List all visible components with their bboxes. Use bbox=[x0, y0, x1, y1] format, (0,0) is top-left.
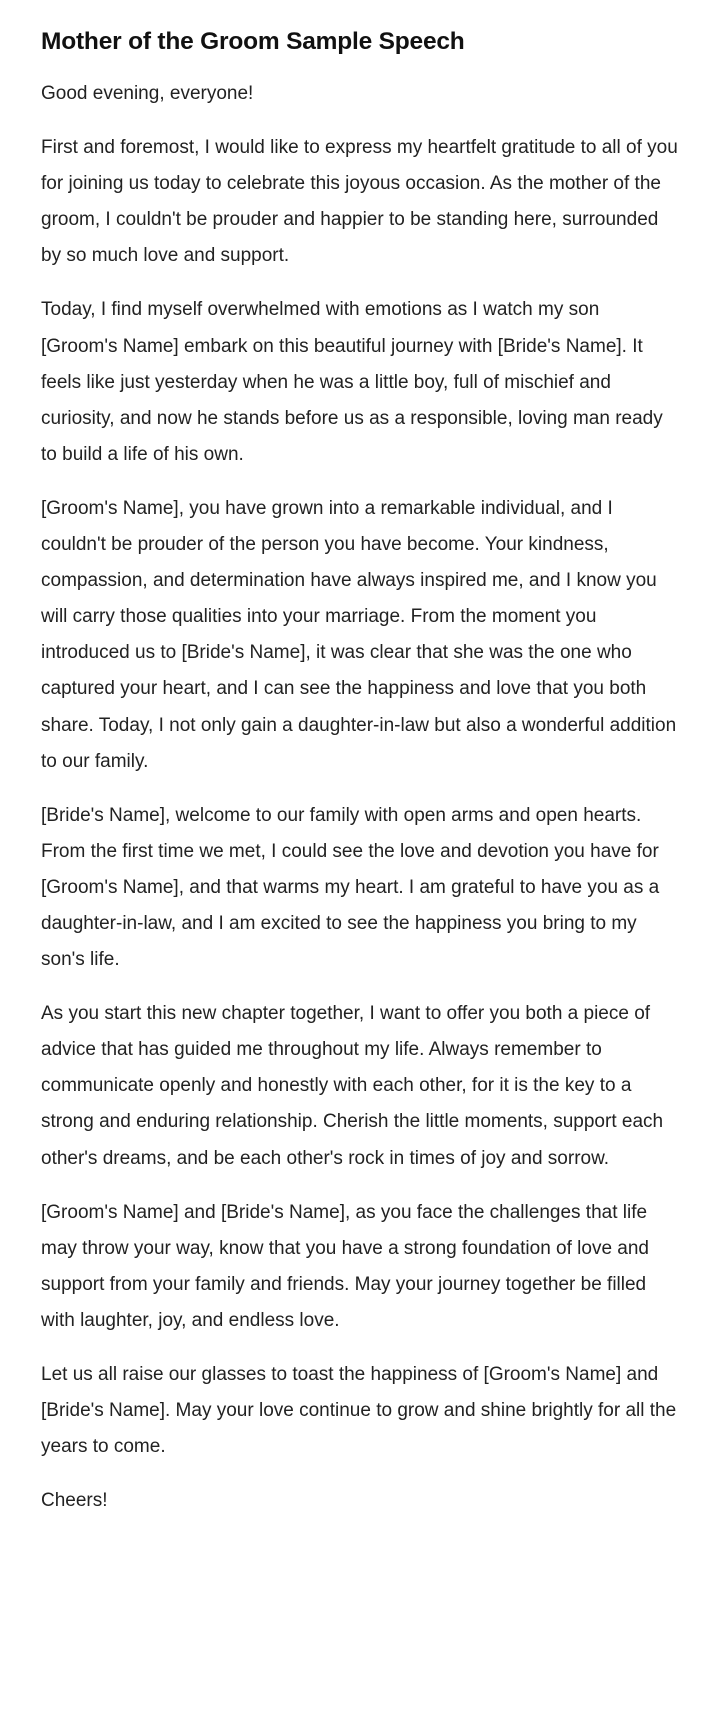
paragraph-toast: Let us all raise our glasses to toast the happiness of [Groom's Name] and [Bride's Name]. May your love continue to grow and shine brightly for all the years to come. bbox=[41, 1364, 677, 1458]
paragraph-gratitude: First and foremost, I would like to express my heartfelt gratitude to all of you for joining us today to celebrate this joyous occasion. As the mother of the groom, I couldn't be prouder and happier to be standing here, surrounded by so much love and support. bbox=[41, 137, 678, 267]
paragraph-groom: [Groom's Name], you have grown into a remarkable individual, and I couldn't be prouder of the person you have become. Your kindness, compassion, and determination have always inspired me, and I know you will carry those qualities into your marriage. From the moment you introduced us to [Bride's Name], it was clear that she was the one who captured your heart, and I can see the happiness and love that you both share. Today, I not only gain a daughter-in-law but also a wonderful addition to our family. bbox=[41, 497, 677, 772]
paragraph-cheers: Cheers! bbox=[41, 1490, 108, 1512]
paragraph-greeting: Good evening, everyone! bbox=[41, 83, 254, 104]
paragraph-emotions: Today, I find myself overwhelmed with emotions as I watch my son [Groom's Name] embark on this beautiful journey with [Bride's Name]. It feels like just yesterday when he was a little boy, full of mischief and curiosity, and now he stands before us as a responsible, loving man ready to build a life of his own. bbox=[41, 299, 663, 465]
paragraph-bride: [Bride's Name], welcome to our family with open arms and open hearts. From the first time we met, I could see the love and devotion you have for [Groom's Name], and that warms my heart. I am grateful to have you as a daughter-in-law, and I am excited to see the happiness you bring to my son's life. bbox=[41, 804, 660, 971]
paragraph-advice: As you start this new chapter together, I want to offer you both a piece of advice that has guided me throughout my life. Always remember to communicate openly and honestly with each other, for it is the key to a strong and enduring relationship. Cherish the little moments, support each other's dreams, and be each other's rock in times of joy and sorrow. bbox=[41, 1003, 664, 1169]
paragraph-couple: [Groom's Name] and [Bride's Name], as you face the challenges that life may throw your way, know that you have a strong foundation of love and support from your family and friends. May your journey together be filled with laughter, joy, and endless love. bbox=[41, 1201, 649, 1331]
document-title: Mother of the Groom Sample Speech bbox=[41, 28, 465, 55]
